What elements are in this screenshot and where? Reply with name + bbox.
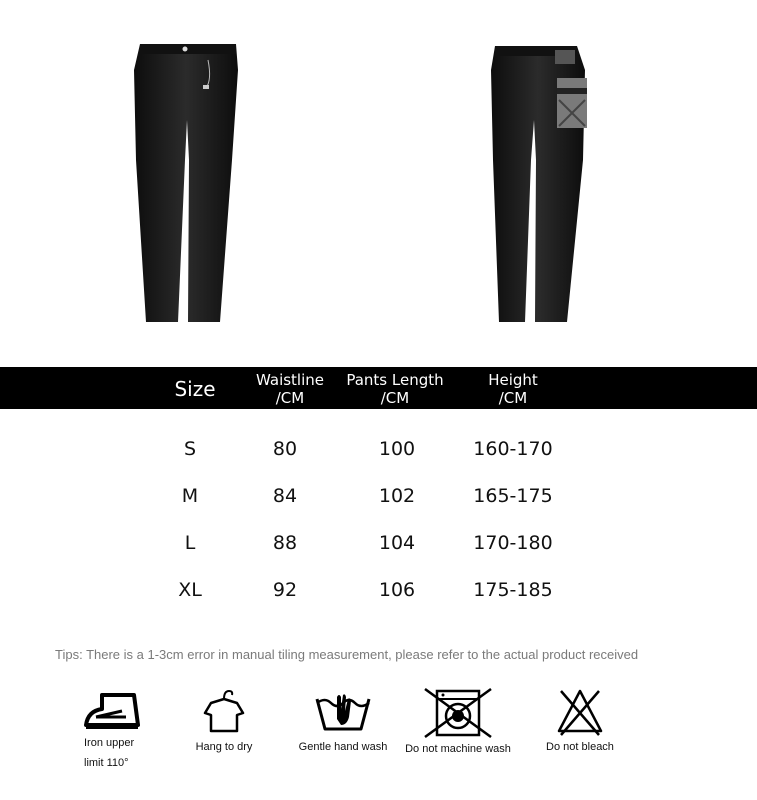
care-machine-label: Do not machine wash [405,743,511,755]
size-table-header [0,367,757,409]
cell-height: 175-185 [473,579,553,601]
care-bleach-label: Do not bleach [546,741,614,753]
cell-pants-length: 106 [378,579,416,601]
header-height: Height /CM [488,371,538,407]
care-iron-label-2: limit 110° [84,757,129,769]
cell-waistline: 88 [272,532,298,554]
cell-size: M [181,485,199,507]
table-row [0,485,757,515]
cell-pants-length: 102 [378,485,416,507]
iron-icon [82,685,142,733]
cell-pants-length: 104 [378,532,416,554]
header-pants-length: Pants Length /CM [346,371,444,407]
care-hang-label: Hang to dry [195,741,253,753]
cell-pants-length: 100 [378,438,416,460]
care-hang-dry [184,685,264,757]
cell-size: L [184,532,196,554]
care-iron [72,685,152,773]
table-row [0,532,757,562]
table-row [0,438,757,468]
care-hand-wash [290,685,396,757]
care-no-machine-wash [398,685,518,759]
no-bleach-icon [555,685,605,737]
cell-height: 165-175 [473,485,553,507]
jeans-back-photo [485,40,605,330]
header-waistline: Waistline /CM [256,371,324,407]
header-size: Size [174,377,216,401]
jeans-front-photo [128,40,248,330]
cell-height: 170-180 [473,532,553,554]
cell-waistline: 92 [272,579,298,601]
cell-size: S [183,438,197,460]
care-iron-label-1: Iron upper [84,737,135,749]
care-no-bleach [535,685,625,757]
care-hand-label: Gentle hand wash [298,741,388,753]
cell-waistline: 84 [272,485,298,507]
cell-size: XL [178,579,202,601]
no-machine-wash-icon [423,685,493,739]
hanger-shirt-icon [199,685,249,737]
cell-waistline: 80 [272,438,298,460]
cell-height: 160-170 [473,438,553,460]
table-row [0,579,757,609]
measurement-tips: Tips: There is a 1-3cm error in manual tiling measurement, please refer to the actual product received [55,647,639,662]
hand-wash-icon [313,685,373,737]
